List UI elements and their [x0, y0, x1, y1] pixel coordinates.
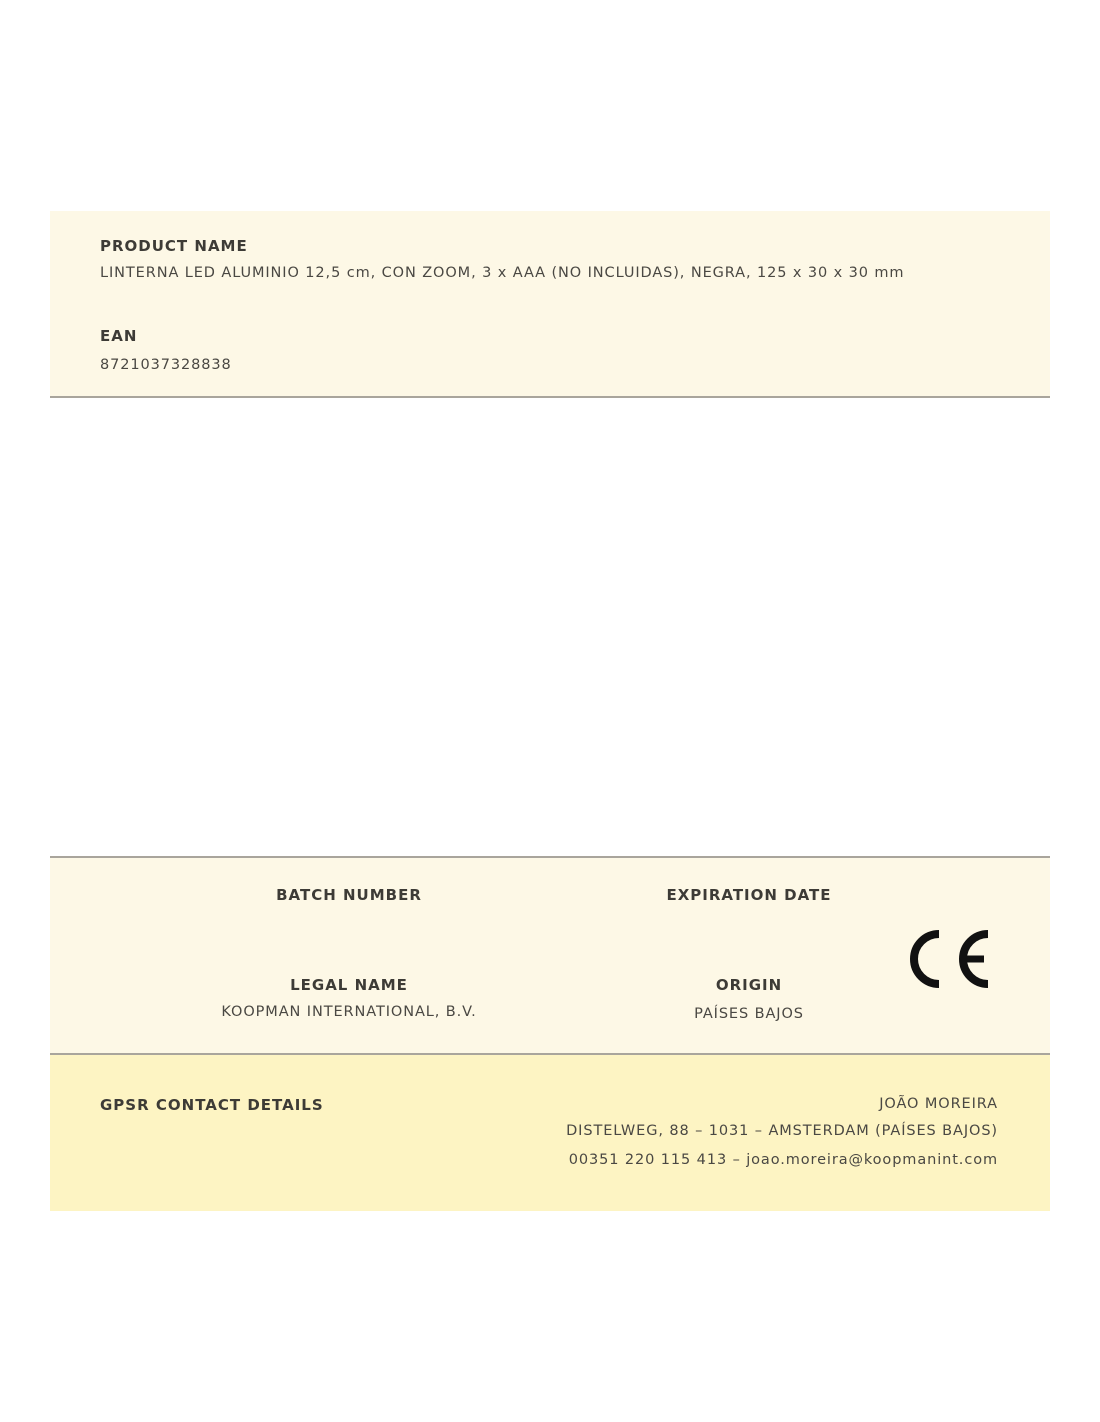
origin-label: ORIGIN — [715, 976, 783, 994]
product-details-panel — [50, 856, 1050, 1055]
gpsr-contact-panel — [50, 1055, 1050, 1211]
ean-value: 8721037328838 — [100, 357, 232, 373]
legal-name-block — [221, 976, 476, 1020]
expiration-date-label: EXPIRATION DATE — [666, 886, 832, 904]
ce-mark-icon — [908, 928, 992, 990]
origin-value: PAÍSES BAJOS — [694, 1006, 804, 1022]
product-name-label: PRODUCT NAME — [100, 237, 248, 255]
gpsr-contact-address: DISTELWEG, 88 – 1031 – AMSTERDAM (PAÍSES BAJOS) — [566, 1123, 998, 1139]
legal-name-label: LEGAL NAME — [290, 976, 408, 994]
batch-number-label: BATCH NUMBER — [276, 886, 422, 904]
expiration-date-block — [666, 886, 831, 904]
gpsr-contact-phone-email: 00351 220 115 413 – joao.moreira@koopmanint.com — [568, 1152, 998, 1168]
batch-number-block — [276, 886, 422, 904]
gpsr-contact-label: GPSR CONTACT DETAILS — [100, 1096, 324, 1114]
product-name-value: LINTERNA LED ALUMINIO 12,5 cm, CON ZOOM, 3 x AAA (NO INCLUIDAS), NEGRA, 125 x 30 x 30 mm — [100, 265, 905, 281]
legal-name-value: KOOPMAN INTERNATIONAL, B.V. — [221, 1004, 477, 1020]
product-info-panel — [50, 211, 1050, 398]
gpsr-contact-name: JOÃO MOREIRA — [879, 1096, 998, 1112]
ean-label: EAN — [100, 327, 138, 345]
origin-block — [694, 976, 804, 1022]
